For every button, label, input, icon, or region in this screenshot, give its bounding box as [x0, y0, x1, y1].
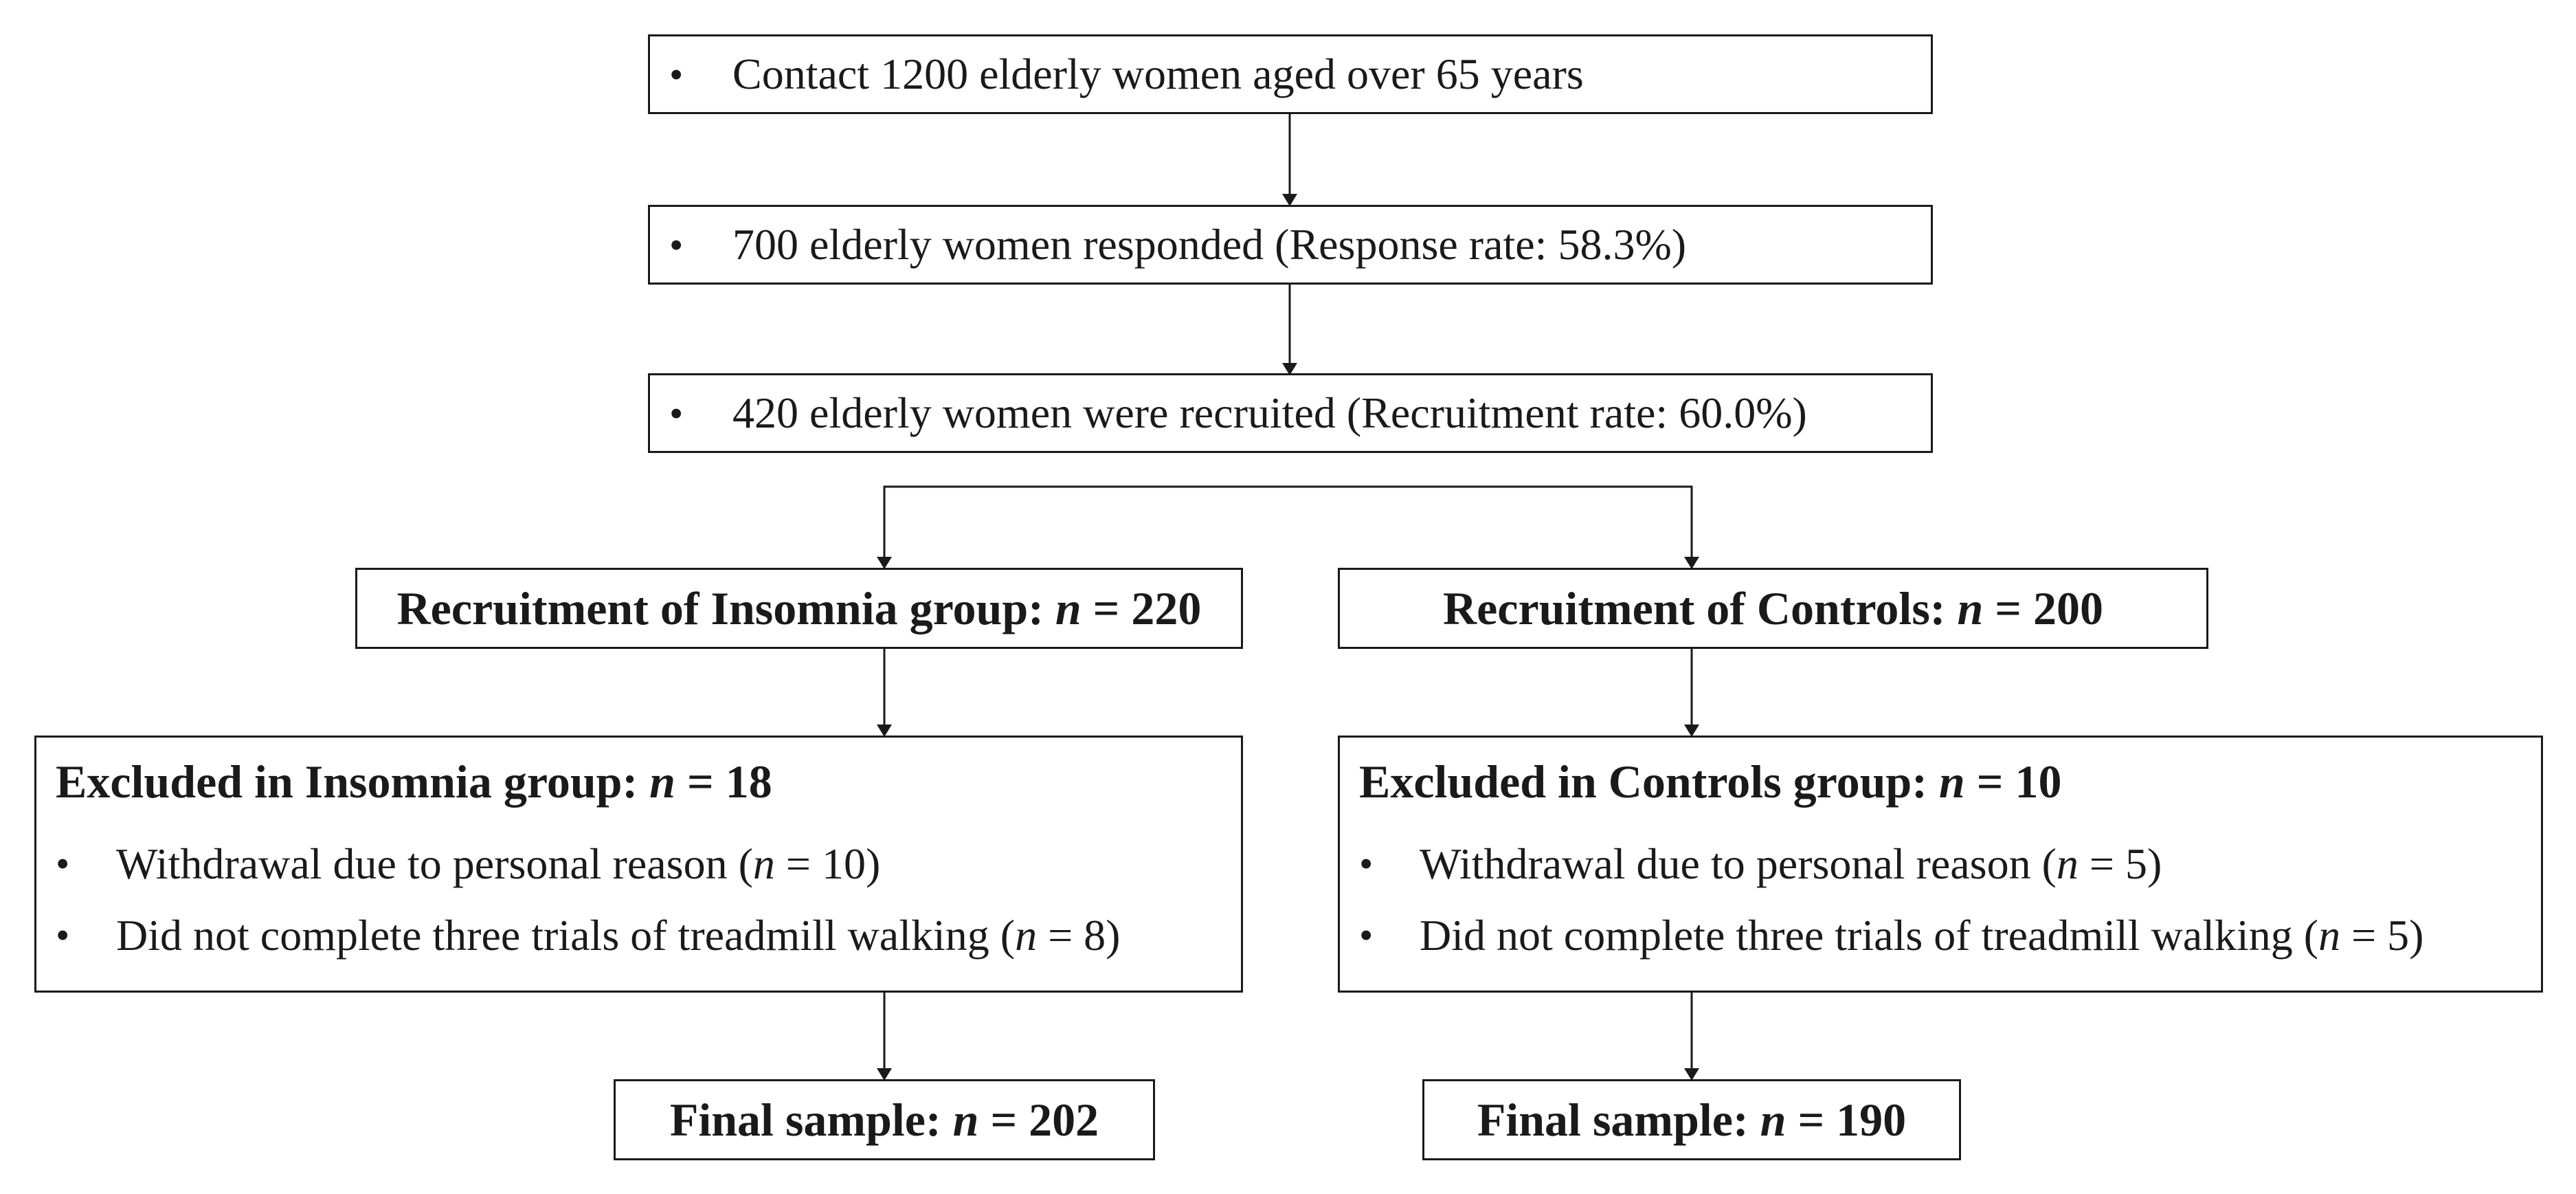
recruited-box	[648, 373, 1933, 453]
controls-recruitment-var: n	[1957, 582, 1984, 634]
insomnia-excluded-count: = 18	[675, 755, 772, 808]
responded-box	[648, 205, 1933, 285]
responded-text: 700 elderly women responded (Response rate: 58.3%)	[732, 220, 1687, 269]
reason-text: Did not complete three trials of treadmill walking (	[116, 911, 1016, 960]
reason-count: = 10)	[774, 839, 881, 888]
insomnia-excluded-box	[34, 736, 1243, 993]
reason-text: Withdrawal due to personal reason (	[116, 839, 753, 888]
reason-text: Did not complete three trials of treadmill walking (	[1420, 911, 2319, 960]
insomnia-excluded-label: Excluded in Insomnia group:	[56, 755, 650, 808]
controls-final-var: n	[1760, 1093, 1787, 1146]
insomnia-reason-treadmill	[56, 900, 1241, 971]
controls-final-label: Final sample:	[1477, 1093, 1760, 1146]
reason-var: n	[2056, 839, 2079, 888]
reason-var: n	[1015, 911, 1038, 960]
recruited-text: 420 elderly women were recruited (Recruitment rate: 60.0%)	[732, 388, 1807, 437]
insomnia-final-box	[614, 1079, 1155, 1160]
insomnia-excluded-title	[56, 753, 1241, 828]
reason-var: n	[752, 839, 775, 888]
controls-excluded-var: n	[1938, 755, 1965, 808]
reason-count: = 5)	[2078, 839, 2162, 888]
bullet-icon: •	[669, 52, 684, 97]
contact-text: Contact 1200 elderly women aged over 65 years	[732, 49, 1584, 98]
controls-recruitment-box	[1338, 568, 2208, 649]
controls-excluded-count: = 10	[1964, 755, 2062, 808]
insomnia-final-label: Final sample:	[669, 1093, 953, 1146]
bullet-icon: •	[1359, 841, 1374, 886]
reason-count: = 5)	[2340, 911, 2424, 960]
controls-final-count: = 190	[1786, 1093, 1907, 1146]
reason-count: = 8)	[1037, 911, 1121, 960]
insomnia-recruitment-label: Recruitment of Insomnia group:	[396, 582, 1055, 634]
controls-final-box	[1422, 1079, 1961, 1160]
insomnia-recruitment-count: = 220	[1081, 582, 1202, 634]
controls-excluded-label: Excluded in Controls group:	[1359, 755, 1939, 808]
insomnia-final-count: = 202	[978, 1093, 1099, 1146]
reason-text: Withdrawal due to personal reason (	[1420, 839, 2057, 888]
contact-box	[648, 34, 1933, 114]
controls-recruitment-label: Recruitment of Controls:	[1442, 582, 1958, 634]
controls-excluded-title	[1359, 753, 2541, 828]
bullet-icon: •	[669, 390, 684, 436]
controls-recruitment-count: = 200	[1983, 582, 2104, 634]
bullet-icon: •	[56, 841, 70, 886]
bullet-icon: •	[56, 913, 70, 958]
controls-excluded-box	[1338, 736, 2543, 993]
insomnia-final-var: n	[952, 1093, 979, 1146]
insomnia-excluded-var: n	[649, 755, 675, 808]
controls-reason-treadmill	[1359, 900, 2541, 971]
insomnia-recruitment-var: n	[1055, 582, 1082, 634]
controls-reason-withdrawal	[1359, 828, 2541, 900]
insomnia-reason-withdrawal	[56, 828, 1241, 900]
branch-split-line	[884, 487, 1692, 562]
bullet-icon: •	[669, 222, 684, 267]
reason-var: n	[2318, 911, 2341, 960]
bullet-icon: •	[1359, 913, 1374, 958]
insomnia-recruitment-box	[355, 568, 1243, 649]
